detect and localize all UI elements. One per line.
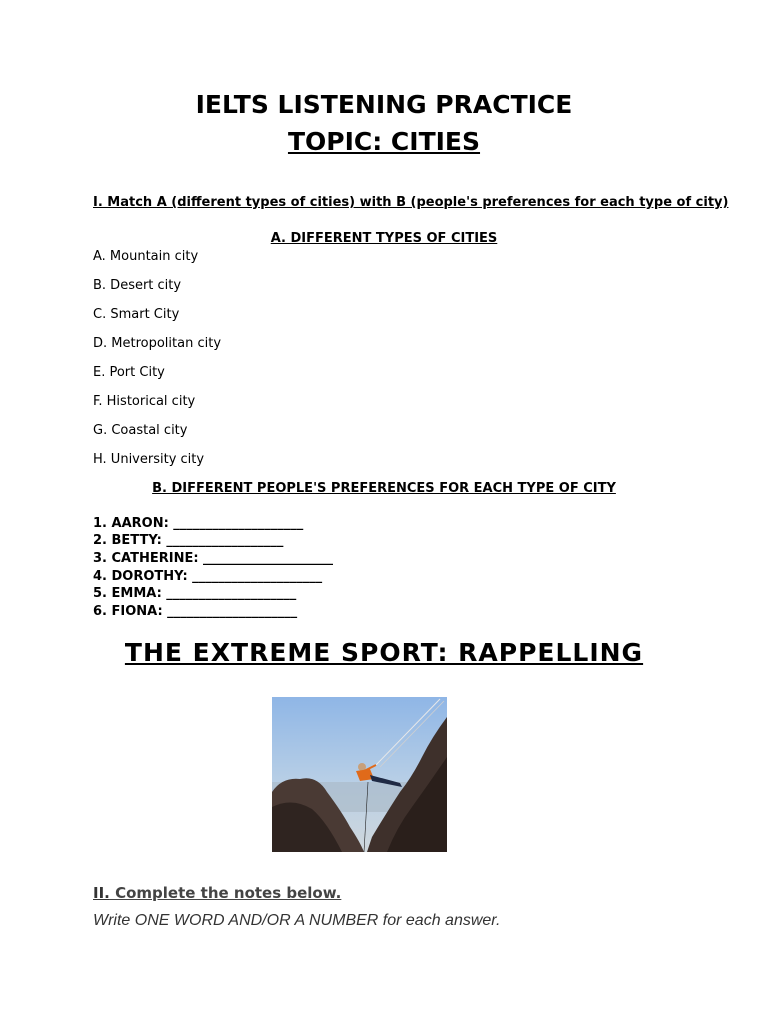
- part2-subinstruction: Write ONE WORD AND/OR A NUMBER for each answer.: [93, 912, 501, 929]
- person-answer-line: 2. BETTY: __________________: [93, 533, 284, 548]
- rappelling-photo: [272, 697, 447, 852]
- city-item: F. Historical city: [93, 394, 196, 409]
- part1-instruction: I. Match A (different types of cities) with B (people's preferences for each type of city): [93, 195, 729, 210]
- part2-number: II.: [93, 884, 110, 902]
- person-answer-line: 4. DOROTHY: ____________________: [93, 569, 323, 584]
- topic-heading: TOPIC: CITIES: [287, 127, 481, 156]
- person-answer-line: 1. AARON: ____________________: [93, 516, 304, 531]
- city-item: A. Mountain city: [93, 249, 199, 264]
- sport-heading: THE EXTREME SPORT: RAPPELLING: [124, 638, 644, 667]
- section-a-heading: A. DIFFERENT TYPES OF CITIES: [270, 231, 498, 246]
- city-item: C. Smart City: [93, 307, 180, 322]
- person-answer-line: 5. EMMA: ____________________: [93, 586, 297, 601]
- section-b-heading: B. DIFFERENT PEOPLE'S PREFERENCES FOR EACH TYPE OF CITY: [152, 481, 616, 496]
- person-answer-line: 6. FIONA: ____________________: [93, 604, 298, 619]
- person-answer-line: 3. CATHERINE: ____________________: [93, 551, 334, 566]
- city-item: G. Coastal city: [93, 423, 188, 438]
- city-item: B. Desert city: [93, 278, 182, 293]
- part2-instruction-text: Complete the notes below.: [109, 884, 342, 902]
- page-title: IELTS LISTENING PRACTICE: [195, 90, 573, 119]
- city-item: H. University city: [93, 452, 205, 467]
- city-item: E. Port City: [93, 365, 165, 380]
- city-item: D. Metropolitan city: [93, 336, 222, 351]
- part2-instruction: [93, 884, 341, 902]
